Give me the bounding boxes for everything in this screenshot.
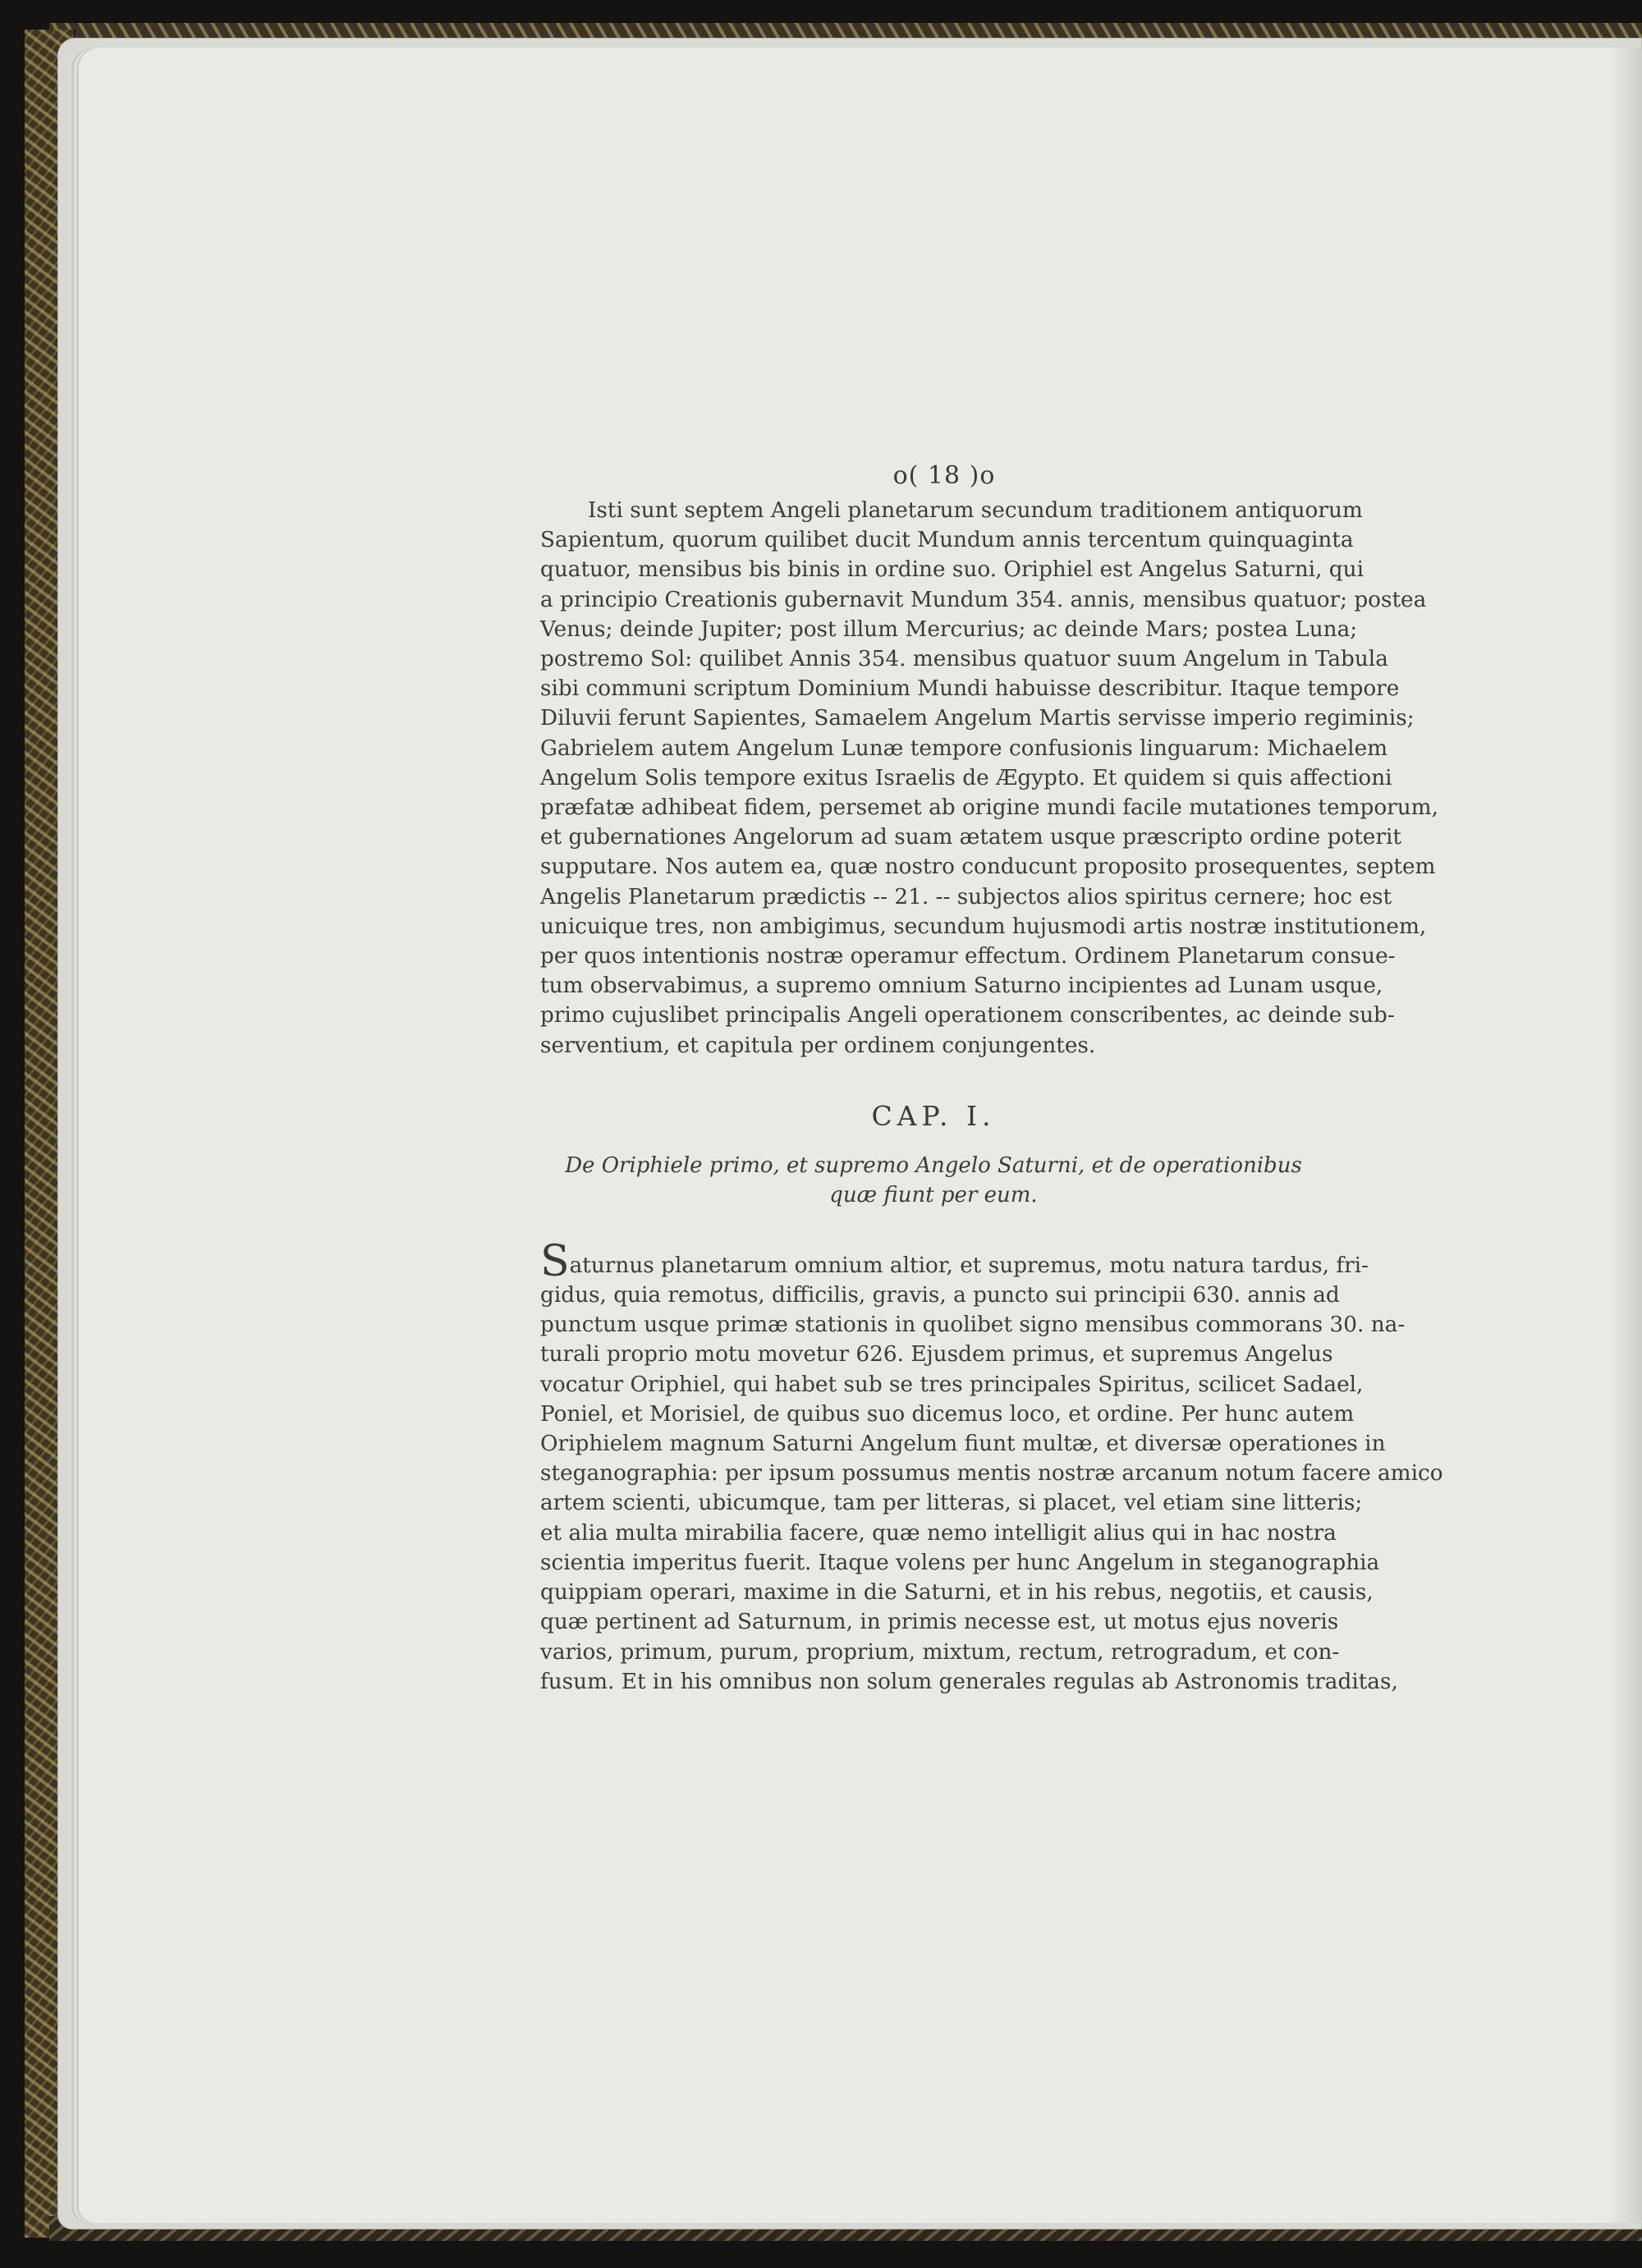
subtitle-line: De Oriphiele primo, et supremo Angelo Saturni, et de operationibus [565,1152,1302,1178]
text-line: serventium, et capitula per ordinem conjungentes. [540,1033,1096,1058]
text-line: a principio Creationis gubernavit Mundum 354. annis, mensibus quatuor; postea [540,587,1427,612]
text-line: turali proprio motu movetur 626. Ejusdem primus, et supremus Angelus [540,1342,1333,1368]
text-line: steganographia: per ipsum possumus mentis nostræ arcanum notum facere amico [540,1461,1443,1487]
chapter-body-paragraph [540,1236,1443,1697]
text-line: primo cujuslibet principalis Angeli operationem conscribentes, ac deinde sub- [540,1003,1395,1029]
text-line: Poniel, et Morisiel, de quibus suo dicemus loco, et ordine. Per hunc autem [540,1401,1355,1427]
text-line: quæ pertinent ad Saturnum, in primis necesse est, ut motus ejus noveris [540,1610,1339,1635]
gutter-shadow [1609,48,1642,2223]
page-number: o( 18 )o [892,461,996,490]
text-line: Isti sunt septem Angeli planetarum secundum traditionem antiquorum [588,498,1363,523]
text-line: postremo Sol: quilibet Annis 354. mensibus quatuor suum Angelum in Tabula [540,647,1388,672]
text-line: unicuique tres, non ambigimus, secundum hujusmodi artis nostræ institutionem, [540,914,1427,939]
text-line: Angelum Solis tempore exitus Israelis de Ægypto. Et quidem si quis affectioni [540,765,1392,790]
text-line: præfatæ adhibeat fidem, persemet ab origine mundi facile mutationes temporum, [540,795,1438,821]
text-line: gidus, quia remotus, difficilis, gravis, a puncto sui principii 630. annis ad [540,1283,1340,1308]
intro-paragraph [540,496,1438,1061]
text-line: sibi communi scriptum Dominium Mundi habuisse describitur. Itaque tempore [540,676,1400,702]
text-line: Oriphielem magnum Saturni Angelum fiunt multæ, et diversæ operationes in [540,1432,1386,1457]
text-line: Diluvii ferunt Sapientes, Samaelem Angelum Martis servisse imperio regiminis; [540,706,1415,731]
text-line: fusum. Et in his omnibus non solum generales regulas ab Astronomis traditas, [540,1669,1398,1694]
text-line: artem scienti, ubicumque, tam per litteras, si placet, vel etiam sine litteris; [540,1491,1363,1516]
text-line: Gabrielem autem Angelum Lunæ tempore confusionis linguarum: Michaelem [540,735,1388,761]
first-line [540,1236,1369,1286]
text-line: Venus; deinde Jupiter; post illum Mercurius; ac deinde Mars; postea Luna; [540,616,1358,642]
text-line: Angelis Planetarum prædictis -- 21. -- subjectos alios spiritus cernere; hoc est [540,884,1392,909]
text-block [540,461,1443,1697]
text-line: et alia multa mirabilia facere, quæ nemo intelligit alius qui in hac nostra [540,1520,1337,1546]
text-line: vocatur Oriphiel, qui habet sub se tres principales Spiritus, scilicet Sadael, [540,1372,1364,1397]
text-line: per quos intentionis nostræ operamur effectum. Ordinem Planetarum consue- [540,944,1396,969]
text-line: quippiam operari, maxime in die Saturni, et in his rebus, negotiis, et causis, [540,1580,1374,1606]
text-line: quatuor, mensibus bis binis in ordine suo. Oriphiel est Angelus Saturni, qui [540,557,1364,583]
chapter-subtitle [540,1151,1327,1210]
text-line: tum observabimus, a supremo omnium Saturno incipientes ad Lunam usque, [540,974,1383,999]
chapter-heading: CAP. I. [871,1099,996,1132]
text-line: et gubernationes Angelorum ad suam ætatem usque præscripto ordine poterit [540,825,1401,850]
text-line: varios, primum, purum, proprium, mixtum, rectum, retrogradum, et con- [540,1639,1340,1665]
text-line: punctum usque primæ stationis in quolibet signo mensibus commorans 30. na- [540,1313,1406,1338]
text-line: scientia imperitus fuerit. Itaque volens per hunc Angelum in steganographia [540,1550,1380,1575]
text-line: supputare. Nos autem ea, quæ nostro conducunt proposito prosequentes, septem [540,855,1436,880]
drop-cap: S [540,1236,570,1286]
subtitle-line: quæ fiunt per eum. [829,1182,1038,1207]
text-line: Sapientum, quorum quilibet ducit Mundum annis tercentum quinquaginta [540,528,1354,553]
first-line-text: aturnus planetarum omnium altior, et supremus, motu natura tardus, fri- [569,1253,1369,1278]
